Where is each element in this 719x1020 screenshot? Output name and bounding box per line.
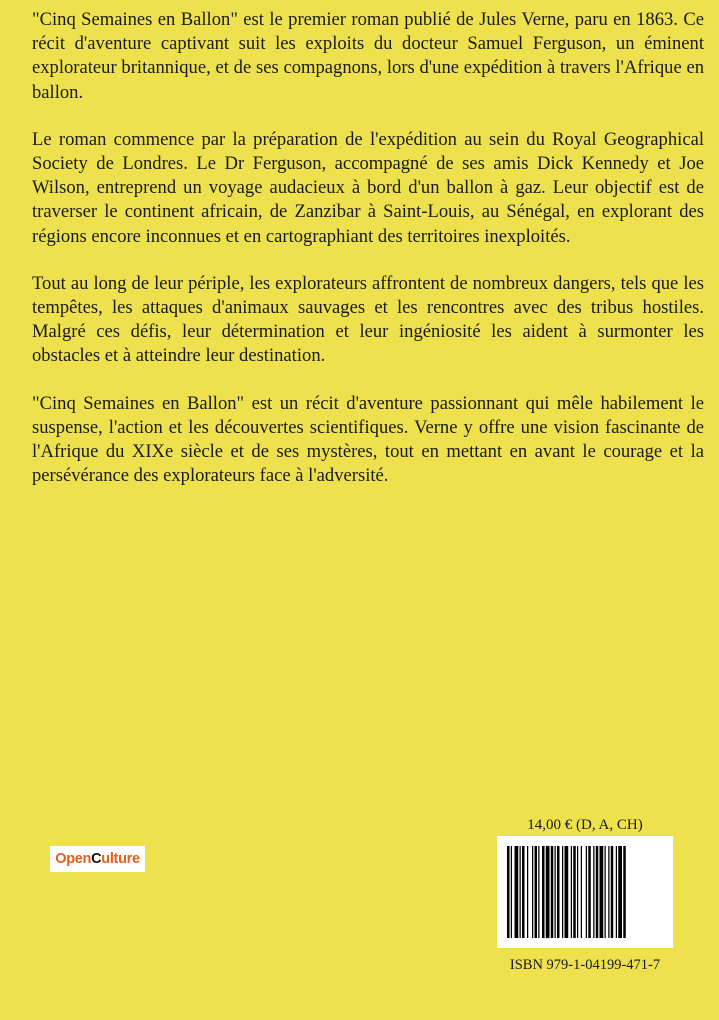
logo-text-ulture: ulture [101,851,140,867]
barcode-icon [507,846,663,938]
description-paragraph-4: "Cinq Semaines en Ballon" est un récit d'aventure passionnant qui mêle habilement le suspense, l'action et les découvertes scientifiques. Verne y offre une vision fascinante de l'Afrique du XIXe siècle et de ses mystères, tout en mettant en avant le courage et la persévérance des explorateurs face à l'adversité. [32,392,704,487]
openculture-logo [50,846,145,872]
barcode [497,836,673,948]
logo-text-c: C [91,851,102,867]
isbn-label: ISBN 979-1-04199-471-7 [509,957,661,973]
description-paragraph-1: "Cinq Semaines en Ballon" est le premier roman publié de Jules Verne, paru en 1863. Ce récit d'aventure captivant suit les exploits du docteur Samuel Ferguson, un éminent explorateur britannique, et de ses compagnons, lors d'une expédition à travers l'Afrique en ballon. [32,9,704,103]
description-paragraph-2: Le roman commence par la préparation de l'expédition au sein du Royal Geographical Society de Londres. Le Dr Ferguson, accompagné de ses amis Dick Kennedy et Joe Wilson, entreprend un voyage audacieux à bord d'un ballon à gaz. Leur objectif est de traverser le continent africain, de Zanzibar à Saint-Louis, au Sénégal, en explorant des régions encore inconnues et en cartographiant des territoires inexploités. [32,128,704,247]
logo-text-open: Open [55,851,92,867]
description-paragraph-3: Tout au long de leur périple, les explorateurs affrontent de nombreux dangers, tels que les tempêtes, les attaques d'animaux sauvages et les rencontres avec des tribus hostiles. Malgré ces défis, leur détermination et leur ingéniosité les aident à surmonter les obstacles et à atteindre leur destination. [32,272,704,367]
back-cover-description [32,8,704,511]
price-label: 14,00 € (D, A, CH) [527,817,643,833]
